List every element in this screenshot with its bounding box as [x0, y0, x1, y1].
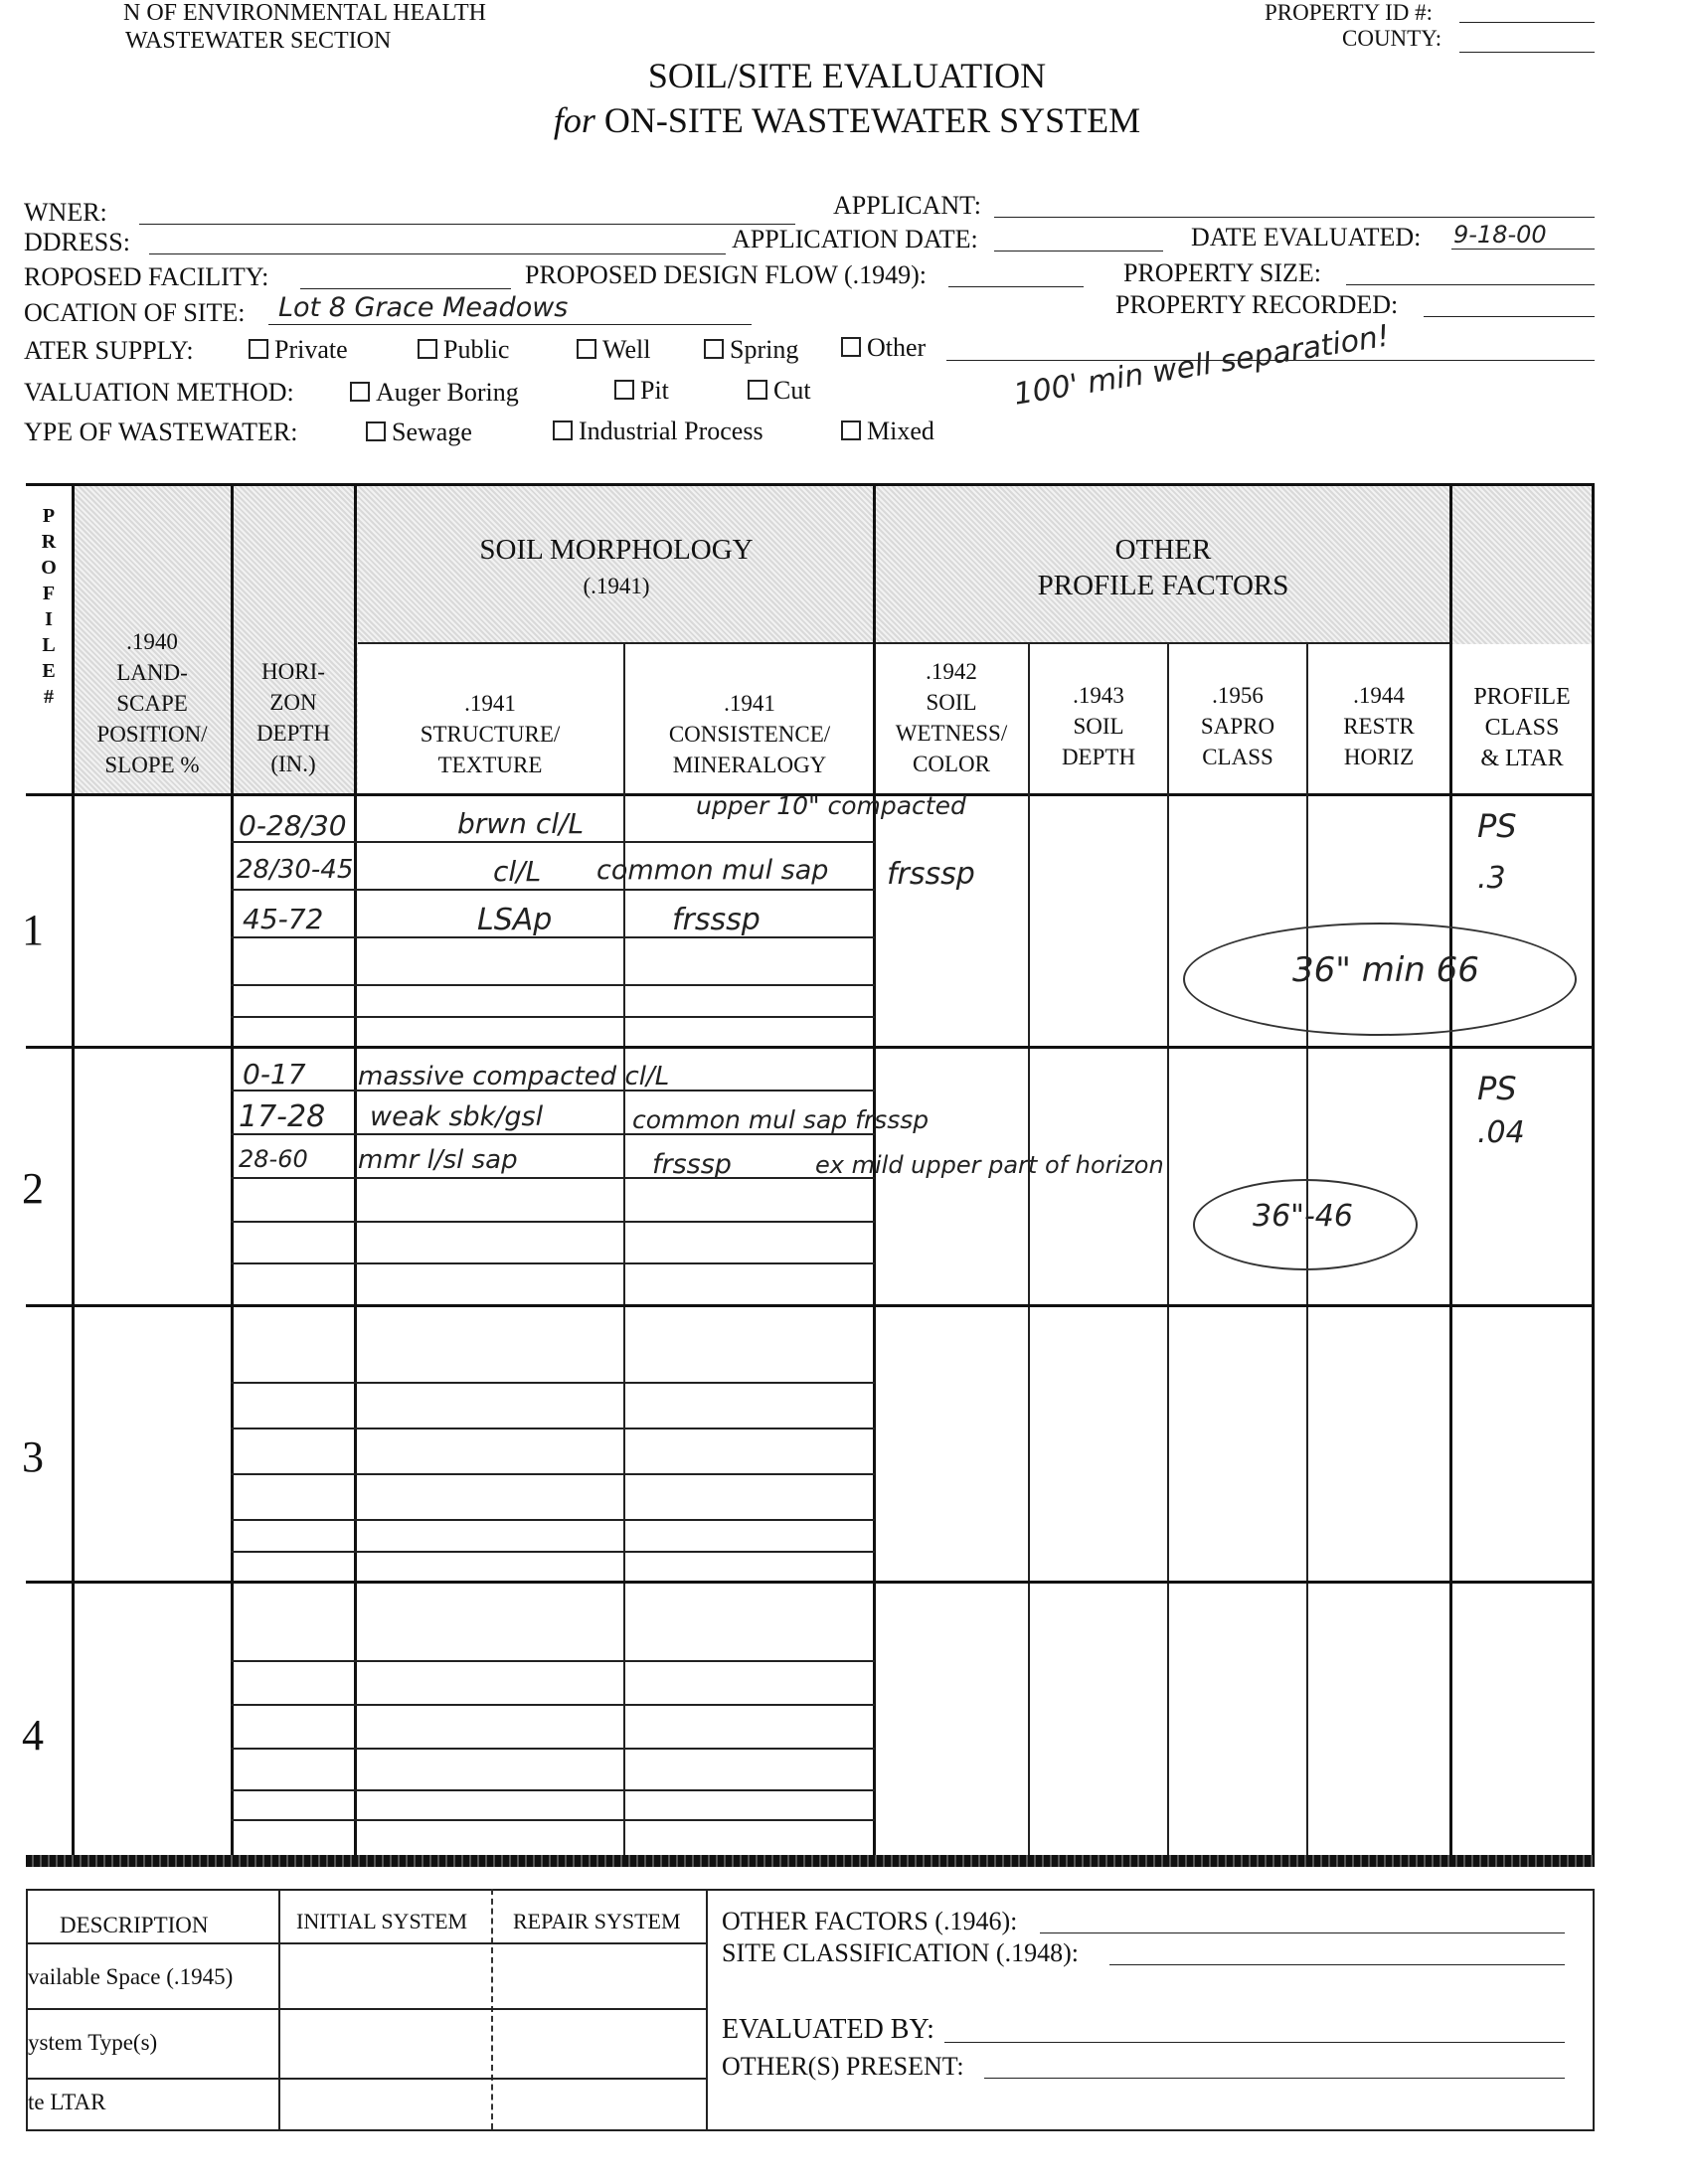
p1-consistence-3: frsssp — [672, 903, 761, 937]
location-field[interactable] — [268, 324, 752, 325]
p1-wetness: frsssp — [887, 857, 975, 892]
p1-class-1: PS — [1477, 807, 1517, 845]
checkbox-icon — [249, 339, 268, 359]
ww-industrial-option[interactable]: Industrial Process — [553, 417, 763, 446]
soil-morphology-code: (.1941) — [583, 574, 650, 598]
p1-sub-3 — [231, 936, 875, 938]
proposed-facility-field[interactable] — [300, 288, 511, 289]
initial-system-header: INITIAL SYSTEM — [296, 1909, 468, 1933]
p3-sub-4 — [231, 1519, 875, 1521]
p2-sub-4 — [231, 1221, 875, 1223]
form-title: SOIL/SITE EVALUATION — [647, 56, 1047, 95]
bottom-row-2 — [26, 2008, 706, 2010]
table-top-border — [26, 483, 1595, 486]
horizon-col-header: HORI- ZON DEPTH (IN.) — [255, 659, 331, 776]
structure-col-header: .1941 STRUCTURE/ TEXTURE — [420, 691, 561, 777]
application-date-label: APPLICATION DATE: — [732, 225, 978, 253]
water-spring-option[interactable]: Spring — [704, 335, 798, 365]
p3-sub-1 — [231, 1382, 875, 1384]
title-line2: ON-SITE WASTEWATER SYSTEM — [603, 100, 1141, 140]
p1-depth-3: 45-72 — [243, 903, 324, 935]
p1-sub-5 — [231, 1016, 875, 1018]
p2-consistence-2: frsssp — [652, 1149, 732, 1180]
other-factors-field[interactable] — [1040, 1932, 1565, 1933]
soil-depth-col-header: .1943 SOIL DEPTH — [1061, 683, 1136, 769]
property-id-field[interactable] — [1459, 22, 1595, 23]
checkbox-icon — [366, 421, 386, 441]
col-line-7 — [1167, 642, 1169, 1865]
p3-sub-3 — [231, 1473, 875, 1475]
checkbox-icon — [614, 380, 634, 400]
applicant-label: APPLICANT: — [833, 191, 981, 220]
profile-column-label: P R O F I L E # — [41, 505, 57, 708]
p3-sub-5 — [231, 1551, 875, 1553]
p1-sub-4 — [231, 984, 875, 986]
p1-class-2: .3 — [1477, 861, 1506, 896]
water-public-option[interactable]: Public — [418, 335, 509, 365]
p2-depth-2: 17-28 — [239, 1099, 326, 1134]
p1-consistence-1: upper 10" compacted — [696, 791, 966, 820]
landscape-col-header: .1940 LAND- SCAPE POSITION/ SLOPE % — [96, 629, 208, 777]
class-col-header: PROFILE CLASS & LTAR — [1473, 684, 1571, 771]
available-space-label: vailable Space (.1945) — [28, 1964, 234, 1989]
col-line-6 — [1028, 642, 1030, 1865]
system-type-label: ystem Type(s) — [28, 2030, 158, 2055]
date-evaluated-field[interactable] — [1451, 249, 1595, 250]
others-present-label: OTHER(S) PRESENT: — [722, 2052, 964, 2081]
property-size-label: PROPERTY SIZE: — [1123, 258, 1321, 287]
others-present-field[interactable] — [984, 2078, 1565, 2079]
location-value: Lot 8 Grace Meadows — [278, 292, 569, 323]
evaluated-by-label: EVALUATED BY: — [722, 2014, 934, 2045]
restr-col-header: .1944 RESTR HORIZ — [1343, 683, 1415, 769]
title-for: for — [553, 100, 595, 140]
profile-number-2: 2 — [22, 1164, 44, 1213]
evaluated-by-field[interactable] — [944, 2042, 1565, 2043]
p2-class-1: PS — [1477, 1070, 1517, 1107]
checkbox-icon — [748, 380, 767, 400]
profile-factors-header: PROFILE FACTORS — [1037, 570, 1289, 601]
p2-structure-3: mmr l/sl sap — [358, 1145, 518, 1175]
proposed-facility-label: ROPOSED FACILITY: — [24, 262, 269, 291]
checkbox-icon — [553, 420, 573, 440]
eval-auger-option[interactable]: Auger Boring — [350, 378, 519, 408]
p1-structure-3: LSAp — [477, 903, 553, 937]
p1-structure-1: brwn cl/L — [457, 807, 585, 840]
consistence-col-header: .1941 CONSISTENCE/ MINERALOGY — [668, 691, 831, 777]
p4-sub-2 — [231, 1704, 875, 1706]
bottom-col-3 — [706, 1889, 708, 2129]
other-factors-header: OTHER — [1114, 534, 1212, 566]
p1-structure-2: cl/L — [493, 855, 542, 888]
profile-number-3: 3 — [22, 1432, 44, 1481]
wetness-col-header: .1942 SOIL WETNESS/ COLOR — [895, 659, 1008, 776]
site-classification-label: SITE CLASSIFICATION (.1948): — [722, 1938, 1079, 1967]
section-label: WASTEWATER SECTION — [125, 28, 392, 54]
table-bottom-border — [26, 1855, 1595, 1867]
p2-wetness: ex mild upper part of horizon — [815, 1151, 1164, 1179]
bottom-row-1 — [26, 1942, 706, 1944]
wastewater-type-label: YPE OF WASTEWATER: — [24, 418, 298, 446]
p1-consistence-2: common mul sap — [596, 855, 829, 886]
checkbox-icon — [841, 420, 861, 440]
class-header-shade — [1451, 485, 1595, 644]
p2-consistence-1: common mul sap frsssp — [632, 1105, 930, 1134]
p2-structure-2: weak sbk/gsl — [370, 1101, 544, 1132]
profile-number-1: 1 — [22, 906, 44, 954]
water-other-option[interactable]: Other — [841, 333, 926, 363]
ww-mixed-option[interactable]: Mixed — [841, 417, 934, 446]
application-date-field[interactable] — [994, 251, 1163, 252]
profile-1-bottom — [26, 1046, 1595, 1049]
profile-2-bottom — [26, 1304, 1595, 1307]
site-classification-field[interactable] — [1109, 1964, 1565, 1965]
p4-sub-1 — [231, 1660, 875, 1662]
p2-structure-1: massive compacted cl/L — [358, 1062, 670, 1092]
p4-sub-4 — [231, 1789, 875, 1791]
ww-sewage-option[interactable]: Sewage — [366, 418, 472, 447]
design-flow-field[interactable] — [948, 286, 1084, 287]
p2-sub-5 — [231, 1262, 875, 1264]
checkbox-icon — [418, 339, 437, 359]
property-recorded-field[interactable] — [1424, 316, 1595, 317]
evaluation-method-label: VALUATION METHOD: — [24, 378, 294, 407]
p1-depth-1: 0-28/30 — [239, 809, 347, 842]
p1-note: 36" min 66 — [1292, 950, 1479, 990]
description-header: DESCRIPTION — [60, 1913, 209, 1937]
p4-sub-3 — [231, 1748, 875, 1750]
county-field[interactable] — [1459, 52, 1595, 53]
well-separation-note: 100' min well separation! — [1011, 318, 1393, 413]
design-flow-label: PROPOSED DESIGN FLOW (.1949): — [525, 260, 927, 289]
p1-sub-2 — [231, 889, 875, 891]
profile-3-bottom — [26, 1581, 1595, 1584]
profile-number-4: 4 — [22, 1711, 44, 1760]
header-split — [358, 642, 1451, 644]
water-well-option[interactable]: Well — [577, 335, 650, 365]
eval-cut-option[interactable]: Cut — [748, 376, 811, 406]
col-line-4 — [623, 642, 625, 1865]
p4-sub-5 — [231, 1819, 875, 1821]
form-subtitle — [0, 99, 1694, 141]
soil-morphology-header: SOIL MORPHOLOGY — [479, 534, 754, 566]
bottom-row-3 — [26, 2078, 706, 2080]
ltar-label: te LTAR — [28, 2090, 106, 2114]
address-field[interactable] — [149, 253, 726, 254]
p3-sub-2 — [231, 1428, 875, 1429]
property-size-field[interactable] — [1346, 284, 1595, 285]
eval-pit-option[interactable]: Pit — [614, 376, 669, 406]
sapro-col-header: .1956 SAPRO CLASS — [1200, 683, 1275, 769]
repair-system-header: REPAIR SYSTEM — [513, 1909, 681, 1933]
checkbox-icon — [841, 337, 861, 357]
county-label: COUNTY: — [1342, 26, 1442, 51]
property-id-label: PROPERTY ID #: — [1265, 0, 1434, 25]
owner-label: WNER: — [24, 198, 107, 227]
date-evaluated-value: 9-18-00 — [1453, 221, 1547, 249]
checkbox-icon — [577, 339, 596, 359]
p2-depth-3: 28-60 — [239, 1145, 308, 1173]
address-label: DDRESS: — [24, 228, 130, 256]
checkbox-icon — [350, 382, 370, 402]
p2-note: 36"-46 — [1253, 1199, 1353, 1234]
other-factors-label: OTHER FACTORS (.1946): — [722, 1907, 1018, 1935]
owner-field[interactable] — [139, 224, 795, 225]
property-recorded-label: PROPERTY RECORDED: — [1115, 290, 1399, 319]
p2-sub-3 — [231, 1177, 875, 1179]
applicant-field[interactable] — [994, 217, 1595, 218]
checkbox-icon — [704, 339, 724, 359]
p2-class-2: .04 — [1477, 1115, 1525, 1150]
p2-depth-1: 0-17 — [243, 1058, 306, 1091]
location-label: OCATION OF SITE: — [24, 298, 246, 327]
water-private-option[interactable]: Private — [249, 335, 348, 365]
water-supply-label: ATER SUPPLY: — [24, 336, 194, 365]
agency-line: N OF ENVIRONMENTAL HEALTH — [123, 0, 486, 26]
p1-depth-2: 28/30-45 — [237, 855, 354, 885]
date-evaluated-label: DATE EVALUATED: — [1191, 223, 1422, 252]
